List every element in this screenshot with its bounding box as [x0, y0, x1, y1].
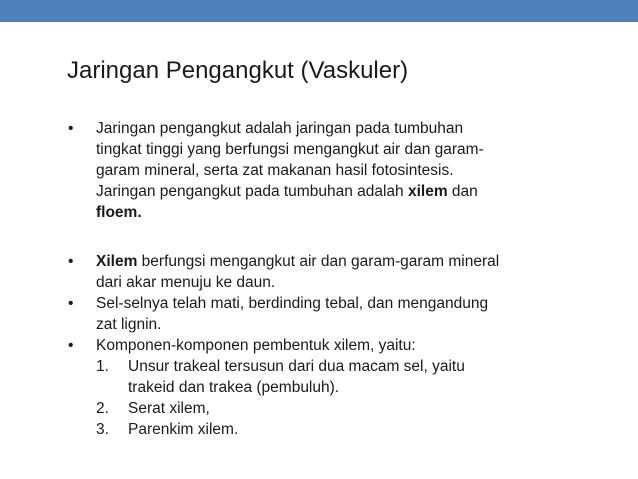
component-item	[68, 419, 568, 440]
intro-line-4-end: dan	[447, 183, 478, 200]
xilem-components-text: Komponen-komponen pembentuk xilem, yaitu:	[96, 337, 416, 354]
component-number: 3.	[96, 421, 109, 438]
xilem-heading-term: Xilem	[96, 253, 138, 270]
component-text: Serat xilem,	[128, 400, 210, 417]
intro-line-4: Jaringan pengangkut pada tumbuhan adalah	[96, 183, 408, 200]
xilem-function-desc: berfungsi mengangkut air dan garam-garam mineral dari akar menuju ke daun.	[96, 253, 500, 291]
slide-title: Jaringan Pengangkut (Vaskuler)	[67, 57, 409, 84]
intro-bullet-item	[68, 118, 568, 223]
bullet-icon: •	[68, 120, 74, 137]
floem-term: floem.	[96, 204, 142, 221]
component-item	[68, 356, 568, 398]
intro-line-1: Jaringan pengangkut adalah jaringan pada tumbuhan	[96, 120, 464, 137]
bullet-icon: •	[68, 337, 74, 354]
intro-line-3: garam mineral, serta zat makanan hasil fotosintesis.	[96, 162, 454, 179]
xilem-cell-text: Sel-selnya telah mati, berdinding tebal, dan mengandung zat lignin.	[96, 295, 489, 333]
component-number: 1.	[96, 358, 109, 375]
component-text: Parenkim xilem.	[128, 421, 239, 438]
bullet-icon: •	[68, 295, 74, 312]
xilem-cell-item	[68, 293, 568, 335]
xilem-section	[68, 251, 568, 440]
intro-line-2: tingkat tinggi yang berfungsi mengangkut air dan garam-	[96, 141, 484, 158]
xilem-components-item	[68, 335, 568, 356]
xilem-term: xilem	[407, 183, 448, 200]
intro-text	[96, 118, 568, 223]
component-number: 2.	[96, 400, 109, 417]
component-item	[68, 398, 568, 419]
xilem-function-text	[96, 251, 568, 293]
top-accent-bar	[0, 0, 638, 22]
bullet-icon: •	[68, 253, 74, 270]
component-text: Unsur trakeal tersusun dari dua macam sel, yaitu trakeid dan trakea (pembuluh).	[128, 358, 465, 396]
xilem-function-item	[68, 251, 568, 293]
intro-section	[68, 118, 568, 223]
